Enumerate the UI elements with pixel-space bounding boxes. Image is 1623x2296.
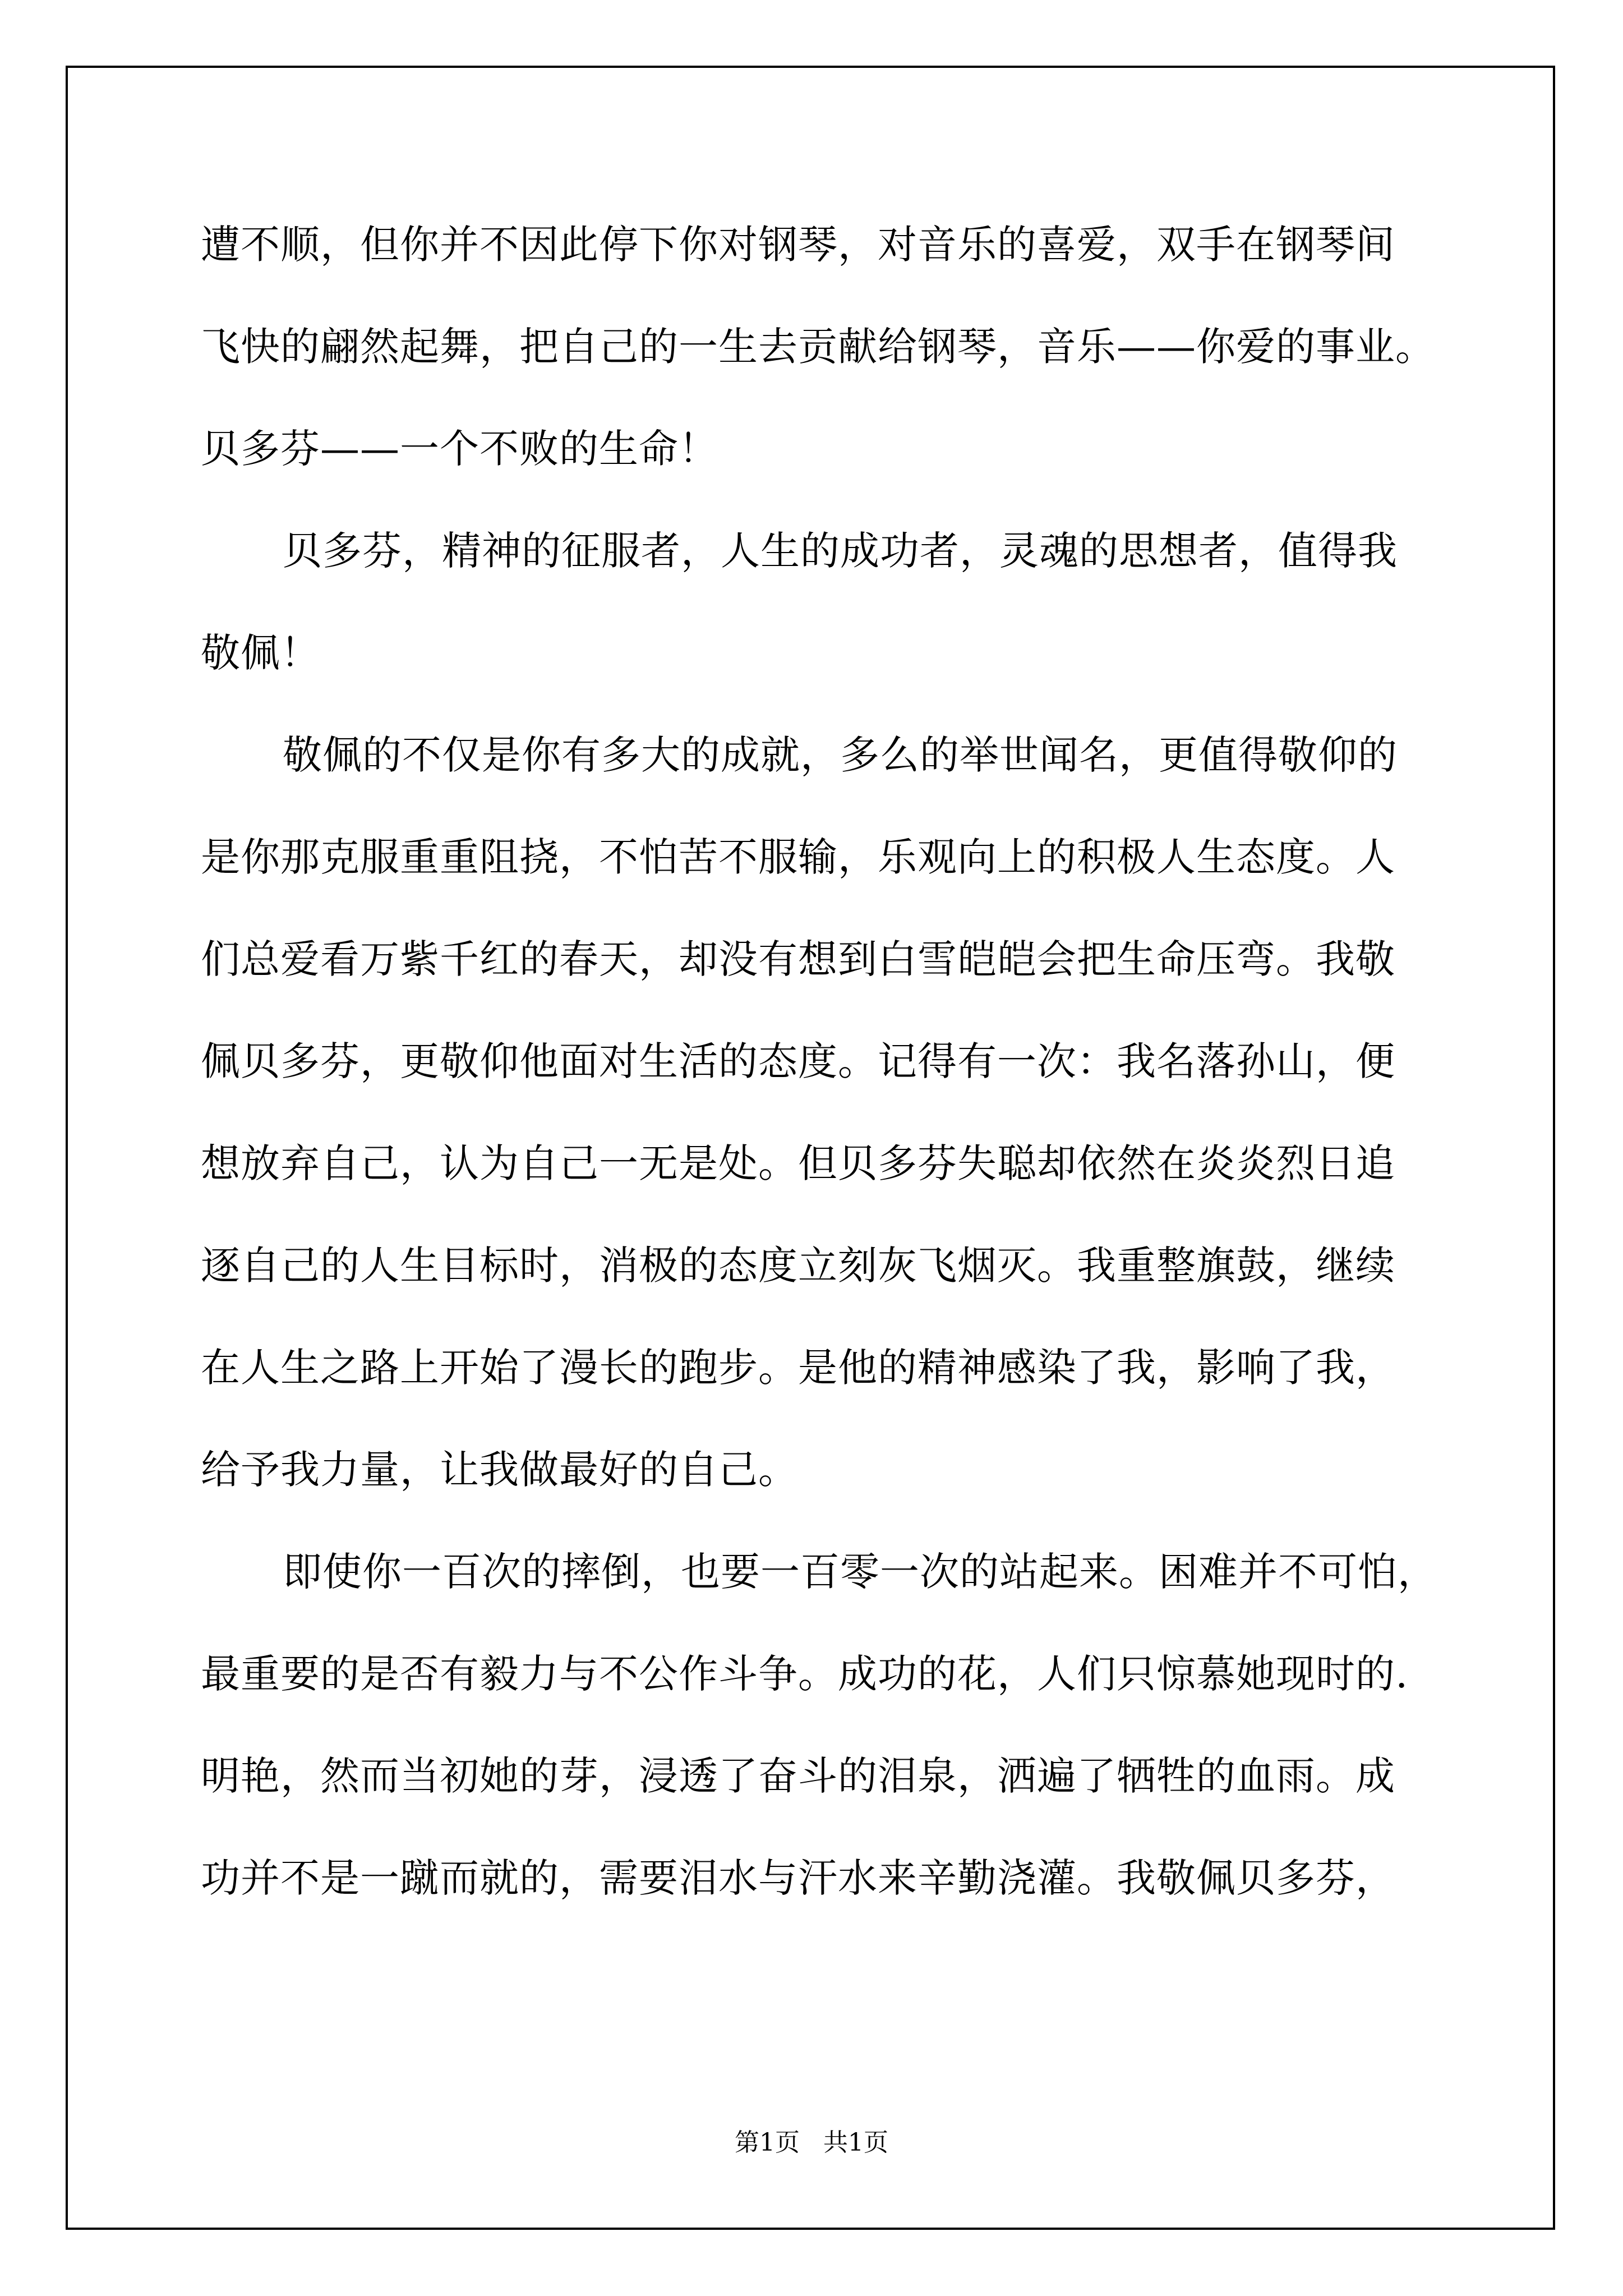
text-line: 飞快的翩然起舞，把自己的一生去贡献给钢琴，音乐——你爱的事业。 [201, 324, 1435, 370]
text-line: 即使你一百次的摔倒，也要一百零一次的站起来。困难并不可怕， [283, 1549, 1437, 1595]
text-line: 想放弃自己，认为自己一无是处。但贝多芬失聪却依然在炎炎烈日追 [201, 1140, 1395, 1186]
text-line: 们总爱看万紫千红的春天，却没有想到白雪皑皑会把生命压弯。我敬 [201, 936, 1395, 982]
text-line: 遭不顺，但你并不因此停下你对钢琴，对音乐的喜爱，双手在钢琴间 [201, 222, 1395, 268]
text-line: 贝多芬，精神的征服者，人生的成功者，灵魂的思想者，值得我 [283, 528, 1398, 574]
text-line: 敬佩的不仅是你有多大的成就，多么的举世闻名，更值得敬仰的 [283, 732, 1398, 778]
text-line: 是你那克服重重阻挠，不怕苦不服输，乐观向上的积极人生态度。人 [201, 834, 1395, 880]
text-line: 敬佩！ [201, 630, 320, 676]
text-line: 给予我力量，让我做最好的自己。 [201, 1447, 798, 1493]
document-body [201, 194, 1463, 1929]
page-footer: 第1页 共1页 [735, 2128, 888, 2157]
text-line: 明艳，然而当初她的芽，浸透了奋斗的泪泉，洒遍了牺牲的血雨。成 [201, 1753, 1395, 1799]
text-line: 在人生之路上开始了漫长的跑步。是他的精神感染了我，影响了我， [201, 1345, 1395, 1391]
text-line: 逐自己的人生目标时，消极的态度立刻灰飞烟灭。我重整旗鼓，继续 [201, 1243, 1395, 1289]
text-line: 最重要的是否有毅力与不公作斗争。成功的花，人们只惊慕她现时的. [201, 1651, 1409, 1697]
text-line: 贝多芬——一个不败的生命！ [201, 426, 718, 472]
text-line: 佩贝多芬，更敬仰他面对生活的态度。记得有一次：我名落孙山，便 [201, 1038, 1395, 1084]
text-line: 功并不是一蹴而就的，需要泪水与汗水来辛勤浇灌。我敬佩贝多芬， [201, 1855, 1395, 1901]
